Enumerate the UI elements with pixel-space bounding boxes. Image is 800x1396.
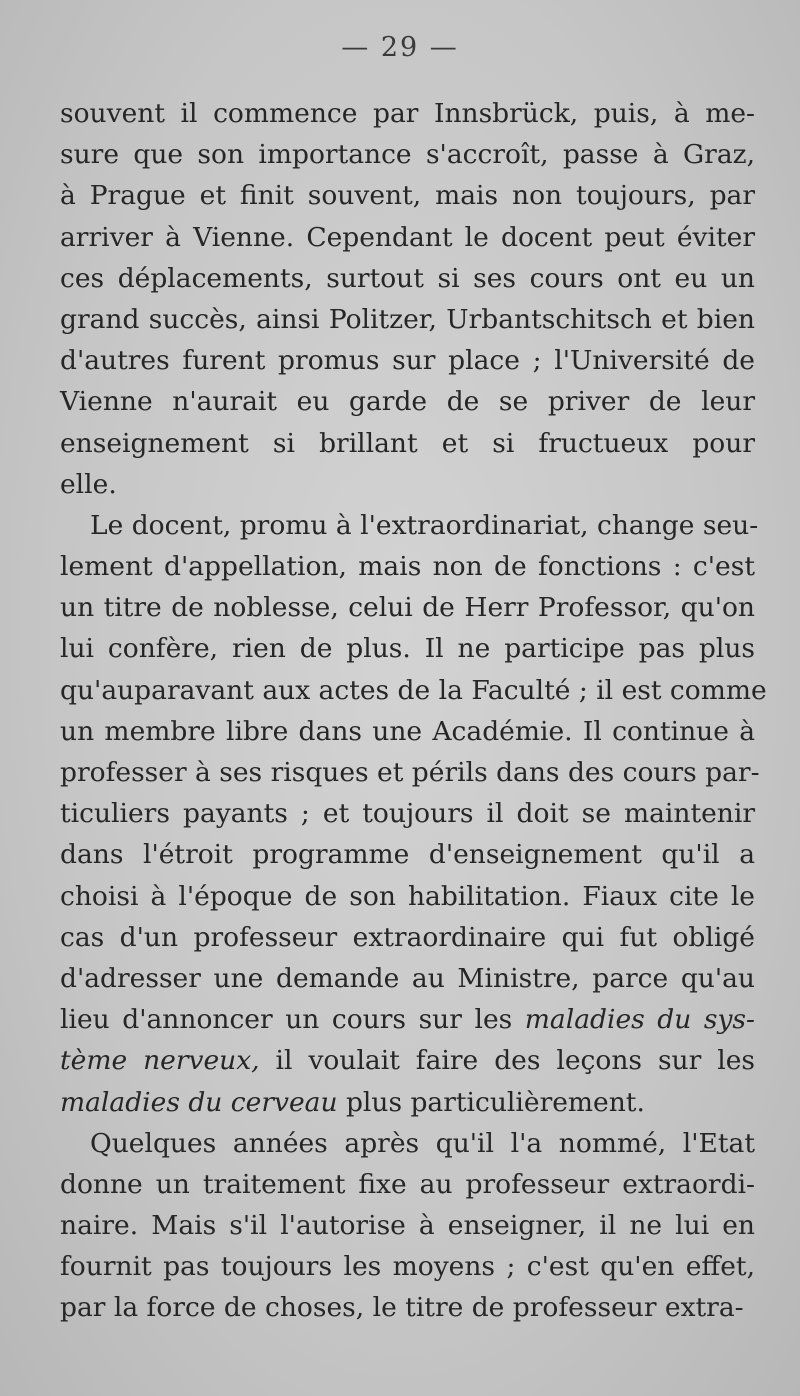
text-line [60, 876, 755, 917]
text-segment: enseignement si brillant et si fructueux pour [60, 427, 755, 459]
text-segment: ticuliers payants ; et toujours il doit se maintenir [60, 798, 755, 830]
text-line [60, 464, 755, 505]
text-segment: donne un traitement fixe au professeur extraordi- [60, 1168, 755, 1200]
text-segment: Vienne n'aurait eu garde de se priver de leur [60, 386, 755, 418]
text-segment: un titre de noblesse, celui de Herr Professor, qu'on [60, 592, 755, 624]
text-segment: qu'auparavant aux actes de la Faculté ; il est comme [60, 674, 767, 706]
text-segment: elle. [60, 468, 117, 500]
italic-text: maladies du sys- [524, 1004, 755, 1036]
text-line [60, 1246, 755, 1287]
text-segment: lieu d'annoncer un cours sur les [60, 1004, 525, 1036]
text-segment: fournit pas toujours les moyens ; c'est qu'en effet, [60, 1251, 755, 1283]
paragraph [60, 93, 755, 505]
page-number: — 29 — [341, 32, 459, 63]
text-line [60, 505, 759, 546]
text-line [60, 752, 760, 793]
text-line [60, 93, 755, 134]
text-line [60, 793, 755, 834]
text-segment: d'autres furent promus sur place ; l'Université de [60, 345, 755, 377]
text-line [60, 1164, 755, 1205]
text-line [60, 1123, 755, 1164]
text-segment: par la force de choses, le titre de professeur extra- [60, 1292, 744, 1324]
text-segment: choisi à l'époque de son habilitation. Fiaux cite le [60, 880, 755, 912]
text-line [60, 381, 755, 422]
text-line [60, 546, 755, 587]
text-line [60, 999, 755, 1040]
text-segment: professer à ses risques et périls dans des cours par- [60, 757, 760, 788]
text-line [60, 587, 755, 628]
text-line [60, 628, 755, 669]
italic-text: maladies du cerveau [60, 1086, 338, 1118]
text-line [60, 217, 755, 258]
text-line [60, 258, 755, 299]
text-segment: arriver à Vienne. Cependant le docent peut éviter [60, 221, 755, 253]
italic-text: tème nerveux, [60, 1045, 260, 1077]
text-line [60, 958, 755, 999]
text-line [60, 711, 755, 752]
text-segment: cas d'un professeur extraordinaire qui fut obligé [60, 921, 755, 953]
paragraph [60, 505, 767, 1123]
text-line [60, 917, 755, 958]
text-segment: souvent il commence par Innsbrück, puis, à me- [60, 98, 755, 129]
text-line [60, 340, 755, 381]
text-line [60, 175, 755, 216]
paragraph [60, 1123, 755, 1329]
text-line [60, 1287, 755, 1328]
text-segment: lui confère, rien de plus. Il ne participe pas plus [60, 633, 755, 665]
text-segment: Quelques années après qu'il l'a nommé, l'Etat [90, 1127, 755, 1159]
text-segment: Le docent, promu à l'extraordinariat, change seu- [90, 509, 759, 541]
text-segment: un membre libre dans une Académie. Il continue à [60, 715, 755, 747]
text-segment: grand succès, ainsi Politzer, Urbantschitsch et bien [60, 303, 755, 335]
text-line [60, 1205, 755, 1246]
text-line [60, 134, 755, 175]
text-line [60, 1082, 755, 1123]
text-segment: lement d'appellation, mais non de fonctions : c'est [60, 551, 755, 583]
text-line [60, 670, 767, 711]
text-segment: sure que son importance s'accroît, passe à Graz, [60, 139, 755, 171]
text-segment: d'adresser une demande au Ministre, parce qu'au [60, 962, 755, 994]
text-line [60, 299, 755, 340]
text-line [60, 423, 755, 464]
text-segment: il voulait faire des leçons sur les [259, 1045, 755, 1077]
text-line [60, 834, 755, 875]
text-segment: dans l'étroit programme d'enseignement qu'il a [60, 839, 755, 871]
text-segment: naire. Mais s'il l'autorise à enseigner, il ne lui en [60, 1210, 755, 1242]
text-segment: ces déplacements, surtout si ses cours ont eu un [60, 262, 755, 294]
text-line [60, 1040, 755, 1081]
body-text [60, 93, 767, 1329]
text-segment: plus particulièrement. [337, 1086, 645, 1118]
text-segment: à Prague et finit souvent, mais non toujours, par [60, 180, 755, 212]
